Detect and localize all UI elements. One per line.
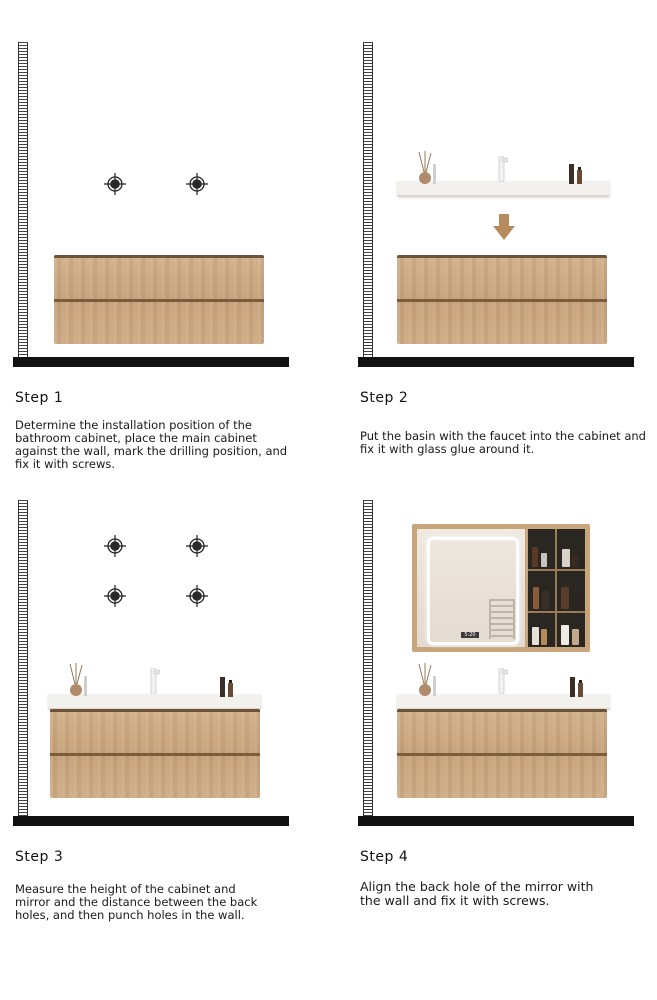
- wall: [363, 42, 373, 360]
- faucet-icon: [148, 668, 160, 694]
- cabinet: [50, 709, 260, 798]
- step-4-description: Align the back hole of the mirror with the wall and fix it with screws.: [360, 879, 594, 908]
- floor: [358, 357, 634, 367]
- faucet-icon: [496, 668, 508, 694]
- step-2-title: Step 2: [360, 390, 409, 406]
- drill-mark-icon: [104, 585, 126, 607]
- mirror-glass: [417, 529, 525, 647]
- diffuser-icon: [66, 662, 88, 696]
- mirror-cabinet: [412, 524, 590, 652]
- step-1-title: Step 1: [15, 390, 64, 406]
- wall: [363, 500, 373, 820]
- floor: [13, 357, 289, 367]
- step-3-title: Step 3: [15, 849, 64, 865]
- down-arrow-icon: [493, 214, 515, 240]
- bottles-icon: [216, 675, 238, 697]
- step-4-title: Step 4: [360, 849, 409, 865]
- step-1-description: Determine the installation position of the bathroom cabinet, place the main cabinet against the wall, mark the drilling position, and fix it with screws.: [15, 418, 288, 471]
- drill-mark-icon: [186, 173, 208, 195]
- cabinet: [397, 255, 607, 344]
- drill-mark-icon: [104, 535, 126, 557]
- led-frame: [427, 537, 519, 645]
- step-2-description: Put the basin with the faucet into the cabinet and fix it with glass glue around it.: [360, 429, 646, 456]
- drill-mark-icon: [104, 173, 126, 195]
- mirror-shelves: [528, 529, 585, 647]
- mirror-clock: 5:20: [461, 632, 479, 638]
- faucet-icon: [496, 156, 508, 182]
- floor: [358, 816, 634, 826]
- cabinet: [54, 255, 264, 344]
- diffuser-icon: [415, 662, 437, 696]
- cabinet: [397, 709, 607, 798]
- drill-mark-icon: [186, 585, 208, 607]
- wall: [18, 500, 28, 820]
- drill-mark-icon: [186, 535, 208, 557]
- bottles-icon: [565, 162, 587, 184]
- wall: [18, 42, 28, 360]
- step-3-description: Measure the height of the cabinet and mirror and the distance between the back holes, and then punch holes in the wall.: [15, 882, 258, 922]
- bottles-icon: [566, 675, 588, 697]
- diffuser-icon: [415, 150, 437, 184]
- floor: [13, 816, 289, 826]
